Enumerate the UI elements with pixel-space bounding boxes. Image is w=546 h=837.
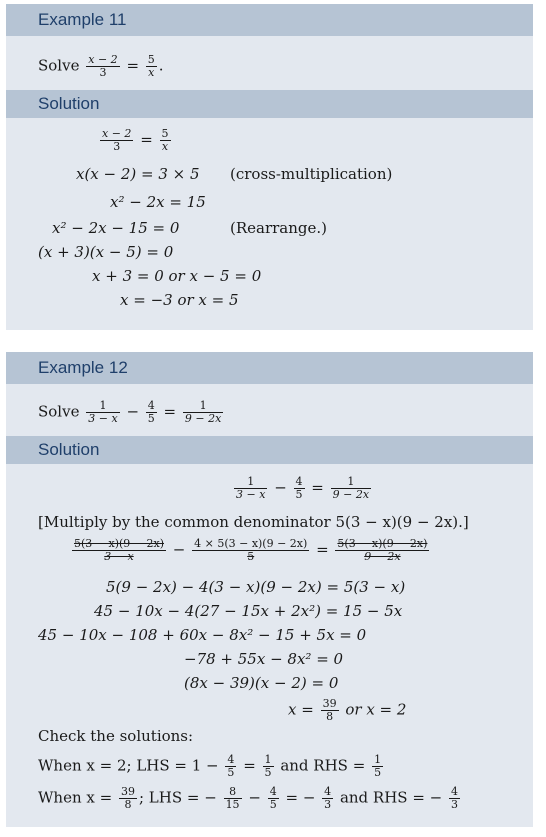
example-11-panel xyxy=(6,4,533,330)
ex12-line-9: x = $\frac{39}{8}$ or x = 2 xyxy=(288,697,407,723)
ex12-check-x2: When x = 2; LHS = 1 − $\frac{4}{5}$ = $\frac{1}{5}$ and RHS = $\frac{1}{5}$ xyxy=(38,753,382,779)
example-12-panel xyxy=(6,352,533,827)
ex12-line-6: 45 − 10x − 108 + 60x − 8x² − 15 + 5x = 0 xyxy=(38,626,367,644)
ex12-line-8: (8x − 39)(x − 2) = 0 xyxy=(184,674,339,692)
ex11-step-2: x(x − 2) = 3 × 5 xyxy=(76,165,200,183)
ex11-step-5: (x + 3)(x − 5) = 0 xyxy=(38,243,174,261)
example-11-solution-label: Solution xyxy=(38,94,100,113)
example-12-title: Example 12 xyxy=(38,358,128,377)
ex11-step-4-note: (Rearrange.) xyxy=(230,219,328,237)
example-11-header xyxy=(6,4,533,36)
example-12-prompt: Solve $\frac{1}{3 - x}$ − $\frac{4}{5}$ = $\frac{1}{9 - 2x}$ xyxy=(38,399,222,425)
example-11-title: Example 11 xyxy=(38,10,127,29)
ex11-step-6: x + 3 = 0 or x − 5 = 0 xyxy=(92,267,262,285)
example-11-prompt: Solve $\frac{x - 2}{3}$ = $\frac{5}{x}$ . xyxy=(38,53,164,79)
example-12-header xyxy=(6,352,533,384)
example-12-solution-header xyxy=(6,436,533,464)
ex11-step-4: x² − 2x − 15 = 0 xyxy=(52,219,180,237)
ex12-line-3: $\frac{5(3 - x)(9 - 2x)}{3 - x}$ − $\frac{4 \times 5(3 - x)(9 - 2x)}{5}$ = $\frac{5(3 - x)(9 - 2x)}{9 - 2x}$ xyxy=(74,537,428,563)
ex12-line-5: 45 − 10x − 4(27 − 15x + 2x²) = 15 − 5x xyxy=(94,602,403,620)
ex11-step-1: $\frac{x - 2}{3}$ = $\frac{5}{x}$ xyxy=(102,127,169,153)
example-11-solution-header xyxy=(6,90,533,118)
example-12-solution-label: Solution xyxy=(38,440,100,459)
ex12-line-4: 5(9 − 2x) − 4(3 − x)(9 − 2x) = 5(3 − x) xyxy=(106,578,406,596)
ex11-step-2-note: (cross-multiplication) xyxy=(230,165,393,183)
ex12-check-heading: Check the solutions: xyxy=(38,727,194,745)
ex11-step-7: x = −3 or x = 5 xyxy=(120,291,239,309)
ex12-line-7: −78 + 55x − 8x² = 0 xyxy=(184,650,344,668)
ex12-line-2: [Multiply by the common denominator 5(3 − x)(9 − 2x).] xyxy=(38,513,469,531)
ex11-step-3: x² − 2x = 15 xyxy=(110,193,206,211)
ex12-check-x39-8: When x = $\frac{39}{8}$ ; LHS = − $\frac{8}{15}$ − $\frac{4}{5}$ = − $\frac{4}{3}$ and RHS = − $\frac{4}{3}$ xyxy=(38,785,459,811)
ex12-line-1: $\frac{1}{3 - x}$ − $\frac{4}{5}$ = $\frac{1}{9 - 2x}$ xyxy=(236,475,370,501)
